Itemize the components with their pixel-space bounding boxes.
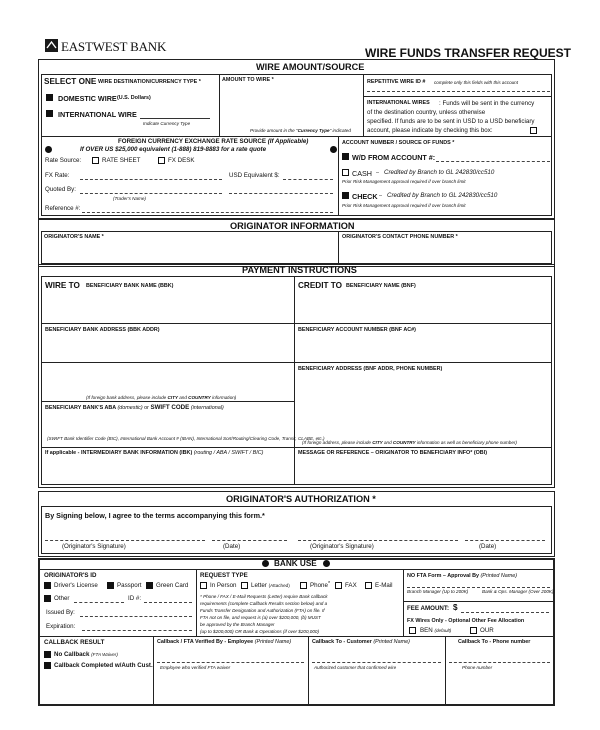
callback-result-label: CALLBACK RESULT bbox=[44, 639, 105, 646]
fx-rate-label: FX Rate: bbox=[45, 172, 70, 179]
fee-amount-label: FEE AMOUNT: bbox=[407, 605, 450, 612]
wire-amount-title: WIRE AMOUNT/SOURCE bbox=[256, 62, 365, 72]
ben-label: BEN (default) bbox=[420, 627, 452, 634]
wire-to-label: WIRE TO bbox=[45, 281, 80, 290]
fx-rate-input[interactable] bbox=[80, 179, 222, 180]
green-card-label: Green Card bbox=[156, 582, 189, 589]
wd-from-checkbox[interactable] bbox=[342, 153, 349, 160]
signature2-label: (Originator's Signature) bbox=[310, 543, 374, 550]
originator-phone-label: ORIGINATOR'S CONTACT PHONE NUMBER * bbox=[342, 234, 458, 240]
cash-credit-note: Credited by Branch to GL 242830/cc510 bbox=[384, 169, 495, 176]
no-callback-label: No Callback (FTA Waiver) bbox=[54, 651, 118, 658]
form-title: WIRE FUNDS TRANSFER REQUEST bbox=[365, 46, 572, 60]
check-dash: – bbox=[379, 193, 382, 199]
request-note-1: * Phone / FAX / E-Mail Requests (Letter) require Bank callback bbox=[200, 594, 328, 599]
cash-checkbox[interactable] bbox=[342, 169, 349, 176]
signature2-line[interactable] bbox=[298, 540, 458, 541]
payment-title: PAYMENT INSTRUCTIONS bbox=[242, 265, 357, 275]
reference-label: Reference #: bbox=[45, 205, 81, 212]
bene-acct-label: BENEFICIARY ACCOUNT NUMBER (BNF AC#) bbox=[298, 327, 416, 333]
letter-checkbox[interactable] bbox=[241, 582, 248, 589]
check-checkbox[interactable] bbox=[342, 192, 349, 199]
domestic-wire-label: DOMESTIC WIRE bbox=[58, 94, 117, 103]
amount-to-wire-label: AMOUNT TO WIRE * bbox=[222, 77, 274, 83]
bene-bank-addr-label: BENEFICIARY BANK ADDRESS (BBK ADDR) bbox=[45, 327, 160, 333]
wd-from-input[interactable] bbox=[436, 161, 550, 162]
drivers-license-checkbox[interactable] bbox=[44, 582, 51, 589]
select-one-label: SELECT ONE bbox=[44, 77, 97, 86]
fx-info-bullet-left bbox=[45, 146, 52, 153]
domestic-wire-note: (U.S. Dollars) bbox=[117, 95, 151, 101]
callback-phone-note: Phone number bbox=[462, 665, 493, 670]
callback-cust-label: Callback To - Customer (Printed Name) bbox=[312, 639, 410, 645]
fx-over-note: If OVER US $25,000 equivalent (1-888) 819-8883 for a rate quote bbox=[80, 146, 267, 153]
bene-addr-label: BENEFICIARY ADDRESS (BNF ADDR, PHONE NUMBER) bbox=[298, 366, 443, 372]
passport-label: Passport bbox=[117, 582, 142, 589]
acct-source-title: ACCOUNT NUMBER / SOURCE OF FUNDS * bbox=[342, 140, 455, 146]
callback-phone-input[interactable] bbox=[449, 662, 550, 663]
no-fta-input[interactable] bbox=[407, 587, 550, 588]
repetitive-wire-input[interactable] bbox=[367, 91, 550, 92]
request-note-3: Funds Transfer Designation and Authorization (FTA) on file. If bbox=[200, 608, 325, 613]
originator-title: ORIGINATOR INFORMATION bbox=[230, 221, 355, 231]
bank-use-title: BANK USE bbox=[274, 559, 317, 568]
originator-name-input[interactable] bbox=[42, 243, 337, 263]
usd-equiv-input[interactable] bbox=[283, 179, 333, 180]
foreign-addr-note: (If foreign address, please include CITY and COUNTRY information as well as beneficiary phone number) bbox=[302, 440, 517, 445]
other-input[interactable] bbox=[74, 602, 124, 603]
message-label: MESSAGE OR REFERENCE – ORIGINATOR TO BENEFICIARY INFO* (OBI) bbox=[298, 450, 487, 456]
other-label: Other bbox=[54, 595, 70, 602]
traders-name-label: (Trader's Name) bbox=[113, 196, 146, 201]
usd-equiv-label: USD Equivalent $: bbox=[229, 172, 280, 179]
green-card-checkbox[interactable] bbox=[146, 582, 153, 589]
passport-checkbox[interactable] bbox=[107, 582, 114, 589]
aba-swift-label: BENEFICIARY BANK'S ABA (domestic) or SWIFT CODE (international) bbox=[45, 404, 224, 411]
bank-logo bbox=[45, 38, 167, 54]
intl-wires-note-2: of the destination country, unless otherwise bbox=[367, 109, 486, 116]
foreign-bank-note: (If foreign bank address, please include CITY and COUNTRY information) bbox=[86, 395, 237, 400]
email-label: E-Mail bbox=[375, 582, 393, 589]
intermediary-label: If applicable - INTERMEDIARY BANK INFORMATION (IBK) (routing / ABA / SWIFT / BIC) bbox=[45, 450, 264, 456]
date2-label: (Date) bbox=[479, 543, 497, 550]
originator-name-label: ORIGINATOR'S NAME * bbox=[44, 234, 104, 240]
in-person-label: In Person bbox=[210, 582, 237, 589]
authorization-title: ORIGINATOR'S AUTHORIZATION * bbox=[226, 494, 376, 504]
cash-label: CASH bbox=[352, 169, 372, 178]
quoted-by-right-input[interactable] bbox=[229, 193, 333, 194]
expiration-input[interactable] bbox=[82, 630, 192, 631]
email-checkbox[interactable] bbox=[365, 582, 372, 589]
signature1-label: (Originator's Signature) bbox=[62, 543, 126, 550]
date1-label: (Date) bbox=[223, 543, 241, 550]
callback-completed-checkbox[interactable] bbox=[44, 662, 51, 669]
check-label: CHECK bbox=[352, 192, 378, 201]
repetitive-wire-label: REPETITIVE WIRE ID # bbox=[367, 79, 426, 85]
id-num-label: ID #: bbox=[128, 595, 142, 602]
issued-by-label: Issued By: bbox=[46, 609, 75, 616]
date2-line[interactable] bbox=[465, 540, 545, 541]
fee-amount-input[interactable] bbox=[461, 612, 549, 613]
request-note-2: requirements (complete Callback Results section below) and a bbox=[200, 601, 328, 606]
logo-text: EASTWEST BANK bbox=[61, 39, 167, 54]
bank-use-header bbox=[262, 559, 332, 569]
drivers-license-label: Driver's License bbox=[54, 582, 98, 589]
credit-to-label: CREDIT TO bbox=[298, 281, 342, 290]
callback-fta-input[interactable] bbox=[157, 662, 304, 663]
originators-id-label: ORIGINATOR'S ID bbox=[44, 572, 97, 579]
intl-wires-note-4: account, please indicate by checking this box: bbox=[367, 127, 493, 134]
rate-source-label: Rate Source: bbox=[45, 157, 82, 164]
fx-desk-checkbox[interactable] bbox=[158, 157, 165, 164]
callback-cust-note: Authorized customer that confirmed wire bbox=[314, 665, 397, 670]
callback-cust-input[interactable] bbox=[312, 662, 441, 663]
agree-text: By Signing below, I agree to the terms accompanying this form.* bbox=[45, 511, 265, 520]
request-note-6: (up to $200,000) OR Bank & Operations (if over $200,000) bbox=[200, 629, 319, 634]
fx-info-bullet-right bbox=[330, 146, 337, 153]
wd-from-label: W/D FROM ACCOUNT #: bbox=[352, 153, 436, 162]
fx-rate-title: FOREIGN CURRENCY EXCHANGE RATE SOURCE (If Applicable) bbox=[118, 138, 309, 145]
fee-dollar: $ bbox=[453, 603, 458, 612]
phone-label: Phone bbox=[310, 582, 328, 589]
intermediary-input[interactable] bbox=[42, 458, 293, 484]
cash-dash: – bbox=[376, 170, 379, 176]
bene-name-label: BENEFICIARY NAME (BNF) bbox=[346, 283, 416, 289]
fax-label: FAX bbox=[345, 582, 357, 589]
bene-bank-name-input[interactable] bbox=[42, 292, 293, 322]
no-fta-label: NO FTA Form – Approval By (Printed Name) bbox=[407, 573, 518, 579]
message-input[interactable] bbox=[295, 458, 551, 484]
expiration-label: Expiration: bbox=[46, 623, 76, 630]
indicate-currency-label: Indicate Currency Type bbox=[143, 121, 191, 126]
no-callback-checkbox[interactable] bbox=[44, 651, 51, 658]
fax-checkbox[interactable] bbox=[335, 582, 342, 589]
bene-bank-addr-input[interactable] bbox=[42, 335, 293, 385]
swift-note: (SWIFT Bank Identifier Code (BIC), International Bank Account # (IBAN), International Sort/Routing/Clearing Code, Transit, CLABE, etc.) bbox=[47, 436, 325, 441]
usd-beneficiary-checkbox[interactable] bbox=[530, 127, 537, 134]
domestic-checkbox[interactable] bbox=[46, 94, 53, 101]
phone-asterisk: * bbox=[328, 581, 331, 587]
other-checkbox[interactable] bbox=[44, 595, 51, 602]
fx-only-label: FX Wires Only - Optional Other Fee Allocation bbox=[407, 618, 525, 624]
callback-fta-note: Employee who verified FTA waiver bbox=[160, 665, 231, 670]
reference-input[interactable] bbox=[82, 212, 333, 213]
rate-sheet-label: RATE SHEET bbox=[102, 157, 141, 164]
callback-phone-label: Callback To - Phone number bbox=[458, 639, 531, 645]
ops-mgr-label: Bank & Ops. Manager (Over 200K) bbox=[482, 589, 554, 594]
intl-wires-note-3: specified. If funds are to be sent in USD to a USD beneficiary bbox=[367, 118, 535, 125]
international-wire-label: INTERNATIONAL WIRE bbox=[58, 110, 137, 119]
bank-use-bullet bbox=[262, 560, 269, 567]
bene-bank-name-label: BENEFICIARY BANK NAME (BBK) bbox=[86, 283, 174, 289]
cash-approval-note: Prior Risk Management approval required if over branch limit bbox=[342, 179, 466, 184]
bene-acct-input[interactable] bbox=[295, 335, 551, 361]
our-checkbox[interactable] bbox=[470, 627, 477, 634]
fx-desk-label: FX DESK bbox=[168, 157, 195, 164]
request-note-4: FTA not on file, and request is (a) over $200,000, (b) MUST bbox=[200, 615, 321, 620]
currency-type-line[interactable] bbox=[140, 118, 210, 119]
ben-checkbox[interactable] bbox=[409, 627, 416, 634]
request-note-5: be approved by the Branch Manager bbox=[200, 622, 275, 627]
date1-line[interactable] bbox=[212, 540, 287, 541]
quoted-by-label: Quoted By: bbox=[45, 186, 76, 193]
our-label: OUR bbox=[480, 627, 494, 634]
bank-logo-icon bbox=[45, 39, 58, 52]
callback-fta-label: Callback / FTA Verified By - Employee (Printed Name) bbox=[157, 639, 292, 645]
check-credit-note: Credited by Branch to GL 242830/cc510 bbox=[387, 192, 498, 199]
issued-by-input[interactable] bbox=[80, 616, 192, 617]
check-approval-note: Prior Risk Management approval required if over branch limit bbox=[342, 203, 466, 208]
bene-addr-input[interactable] bbox=[295, 374, 551, 434]
aba-swift-input[interactable] bbox=[42, 412, 293, 434]
quoted-by-input[interactable] bbox=[80, 193, 222, 194]
bene-name-input[interactable] bbox=[295, 292, 551, 322]
dest-currency-label: WIRE DESTINATION/CURRENCY TYPE * bbox=[98, 79, 201, 85]
id-num-input[interactable] bbox=[144, 602, 192, 603]
repetitive-wire-note: complete only this fields with this account bbox=[434, 80, 519, 85]
provide-amount-note: Provide amount in the "Currency Type" indicated bbox=[250, 128, 351, 133]
letter-label: Letter (Attached) bbox=[251, 582, 290, 589]
callback-completed-label: Callback Completed w/Auth Cust. bbox=[54, 662, 153, 669]
branch-mgr-label: Branch Manager (Up to 200K) bbox=[407, 589, 469, 594]
intl-wires-note-1: : Funds will be sent in the currency bbox=[439, 100, 535, 107]
intl-wires-label: INTERNATIONAL WIRES bbox=[367, 100, 430, 106]
request-type-label: REQUEST TYPE bbox=[200, 572, 248, 579]
in-person-checkbox[interactable] bbox=[200, 582, 207, 589]
phone-checkbox[interactable] bbox=[300, 582, 307, 589]
rate-sheet-checkbox[interactable] bbox=[92, 157, 99, 164]
originator-phone-input[interactable] bbox=[339, 243, 551, 263]
international-checkbox[interactable] bbox=[46, 110, 53, 117]
signature1-line[interactable] bbox=[45, 540, 205, 541]
bank-use-bullet-right bbox=[323, 560, 330, 567]
